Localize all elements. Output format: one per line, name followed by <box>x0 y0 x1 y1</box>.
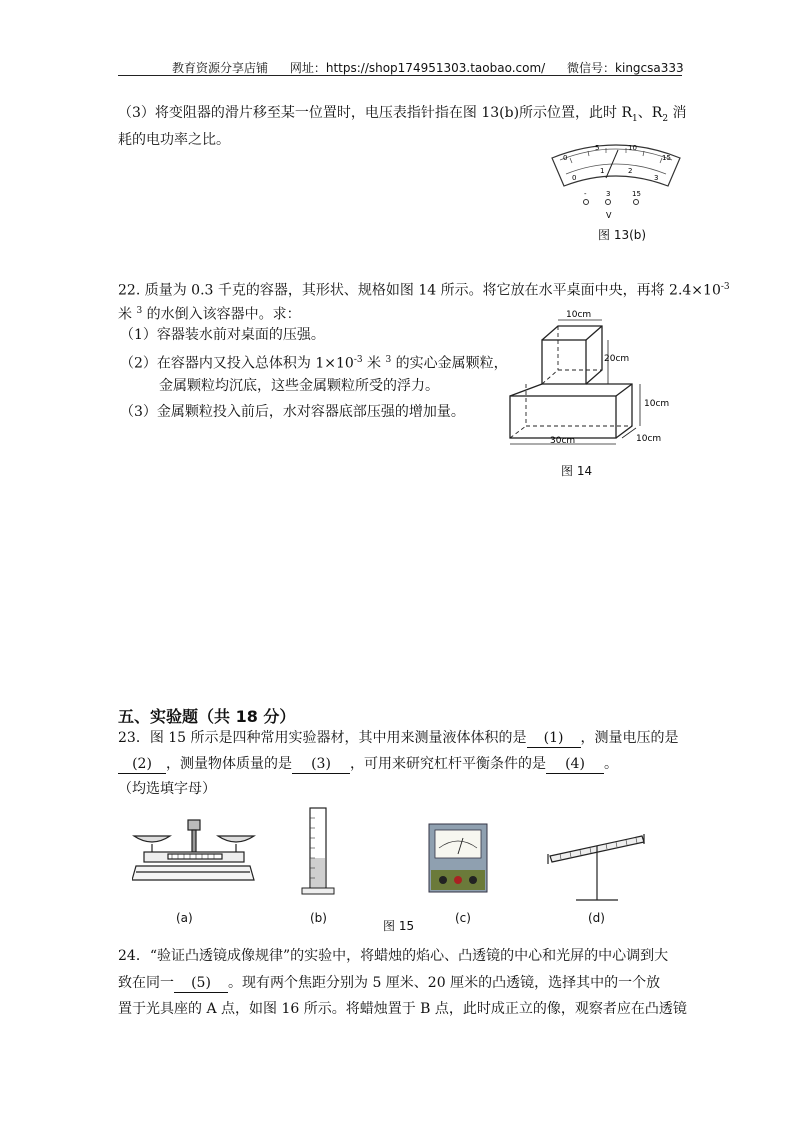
balance-scale-figure <box>132 814 268 888</box>
q22-sub3: （3）金属颗粒投入前后，水对容器底部压强的增加量。 <box>120 404 465 420</box>
q24-line2: 致在同一 (5) 。现有两个焦距分别为 5 厘米、20 厘米的凸透镜，选择其中的一个放 <box>118 975 661 991</box>
label-a: (a) <box>176 911 193 925</box>
dim-top-height: 20cm <box>604 354 630 364</box>
meter-bottom-tick-0: 0 <box>572 174 577 182</box>
label-b: (b) <box>310 911 327 925</box>
voltmeter-figure <box>548 138 684 222</box>
meter-terminal-label-1: 3 <box>606 190 611 198</box>
lever-apparatus-figure <box>546 824 656 908</box>
q23-line1: 23．图 15 所示是四种常用实验器材，其中用来测量液体体积的是 (1) ，测量电压的是 <box>118 730 679 746</box>
meter-terminal-label-0: - <box>584 190 587 198</box>
q21-3-line2: 耗的电功率之比。 <box>118 132 230 148</box>
q22-line1: 22. 质量为 0.3 千克的容器，其形状、规格如图 14 所示。将它放在水平桌面中央，再将 $2.4\times 10^{-3}$ <box>118 282 730 299</box>
header-divider <box>118 75 682 76</box>
measuring-cylinder-figure <box>300 806 336 898</box>
dim-base-depth: 10cm <box>636 434 662 444</box>
page-header <box>172 59 702 76</box>
q23-note: （均选填字母） <box>118 781 216 797</box>
figure-15-caption: 图 15 <box>383 919 415 933</box>
dim-top-width: 10cm <box>566 310 592 320</box>
label-c: (c) <box>455 911 471 925</box>
figure-14-caption: 图 14 <box>561 464 593 478</box>
meter-terminal-3 <box>606 200 611 205</box>
voltmeter-device-figure <box>427 822 489 894</box>
dim-base-length: 30cm <box>550 436 576 446</box>
meter-top-tick-3: 15 <box>662 154 671 162</box>
q24-line1: 24．“验证凸透镜成像规律”的实验中，将蜡烛的焰心、凸透镜的中心和光屏的中心调到大 <box>118 948 669 964</box>
header-wechat: 微信号：kingcsa333 <box>567 61 684 75</box>
q22-line2: 米 $^3$ 的水倒入该容器中。求： <box>118 306 301 323</box>
meter-top-tick-0: 0 <box>563 154 568 162</box>
section-5-title: 五、实验题（共 18 分） <box>118 707 296 726</box>
blank-4: (4) <box>546 755 604 774</box>
meter-top-tick-2: 10 <box>628 144 637 152</box>
q24-line3: 置于光具座的 A 点，如图 16 所示。将蜡烛置于 B 点，此时成正立的像，观察者应在凸透镜 <box>118 1001 687 1017</box>
meter-terminal-neg <box>584 200 589 205</box>
meter-top-tick-1: 5 <box>595 144 600 152</box>
q22-sub1: （1）容器装水前对桌面的压强。 <box>120 327 325 343</box>
blank-2: (2) <box>118 755 166 774</box>
dim-base-height: 10cm <box>644 399 670 409</box>
container-figure <box>500 300 685 450</box>
figure-13b-caption: 图 13(b) <box>598 228 647 242</box>
header-store: 教育资源分享店铺 <box>172 61 269 75</box>
meter-bottom-tick-3: 3 <box>654 174 659 182</box>
meter-unit: V <box>606 211 612 220</box>
meter-terminal-label-2: 15 <box>632 190 641 198</box>
meter-bottom-tick-1: 1 <box>600 167 605 175</box>
blank-3: (3) <box>292 755 350 774</box>
q22-sub2-line2: 金属颗粒均沉底，这些金属颗粒所受的浮力。 <box>159 378 439 394</box>
q23-line2: (2) ，测量物体质量的是 (3) ，可用来研究杠杆平衡条件的是 (4) 。 <box>118 751 618 778</box>
q21-3-line1: （3）将变阻器的滑片移至某一位置时，电压表指针指在图 13(b)所示位置，此时 $R_1$、$R_2$ 消 <box>118 105 687 124</box>
header-site: 网址：https://shop174951303.taobao.com/ <box>289 61 546 75</box>
label-d: (d) <box>588 911 605 925</box>
q22-sub2: （2）在容器内又投入总体积为 $1\times 10^{-3}$ 米 $^3$ 的实心金属颗粒， <box>120 355 508 372</box>
blank-1: (1) <box>527 729 581 748</box>
blank-5: (5) <box>174 974 228 993</box>
meter-terminal-15 <box>634 200 639 205</box>
meter-bottom-tick-2: 2 <box>628 167 633 175</box>
